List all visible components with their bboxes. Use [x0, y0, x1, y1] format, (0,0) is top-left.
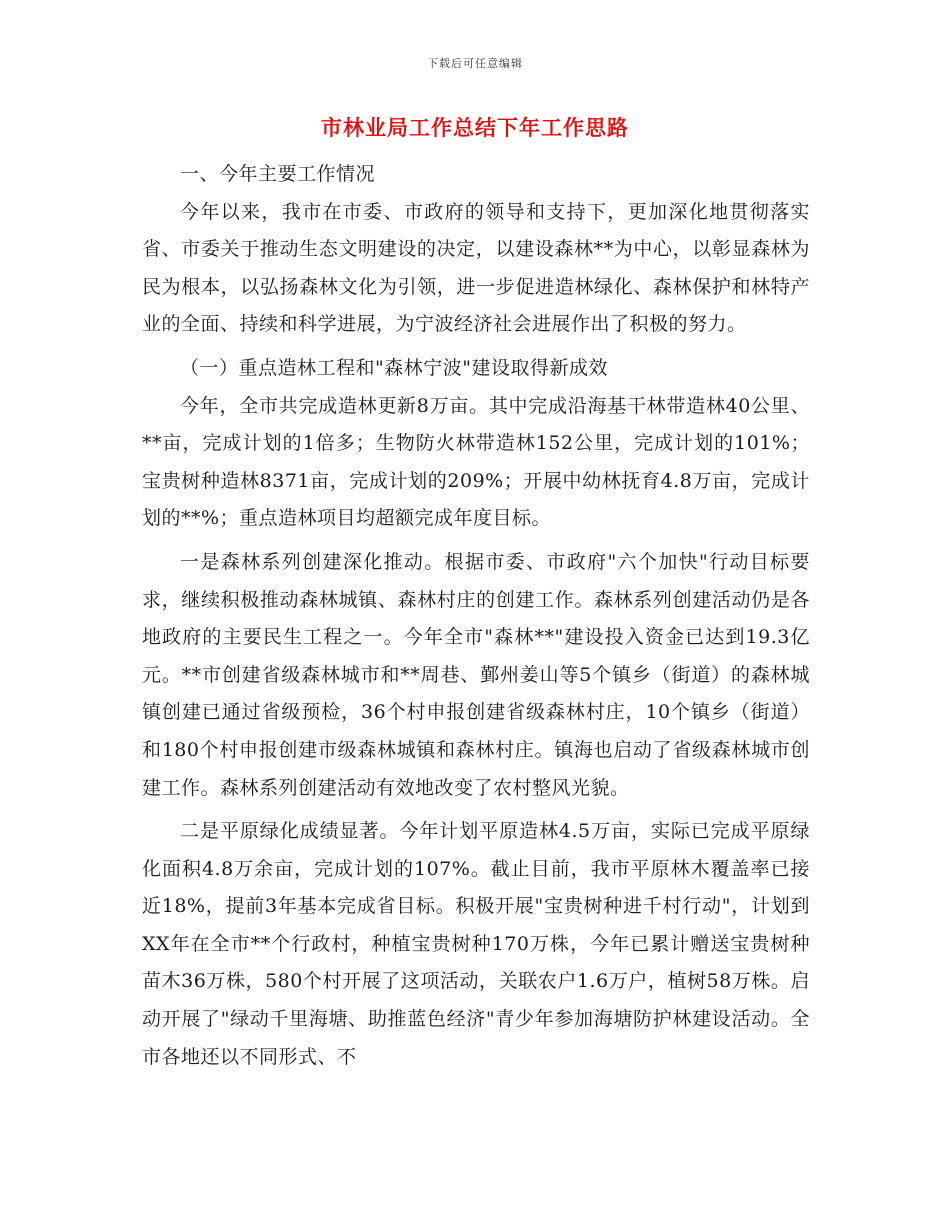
- section-heading: 一、今年主要工作情况: [180, 163, 376, 185]
- body-paragraph: 今年，全市共完成造林更新8万亩。其中完成沿海基干林带造林40公里、**亩，完成计划的1倍多；生物防火林带造林152公里，完成计划的101%；宝贵树种造林8371亩，完成计划的209%；开展中幼林抚育4.8万亩，完成计划的**%；重点造林项目均超额完成年度目标。: [142, 394, 810, 530]
- header-note: 下载后可任意编辑: [427, 57, 523, 70]
- subsection-heading: （一）重点造林工程和"森林宁波"建设取得新成效: [180, 356, 608, 379]
- document-body: [142, 156, 810, 1076]
- body-paragraph: 二是平原绿化成绩显著。今年计划平原造林4.5万亩，实际已完成平原绿化面积4.8万余亩，完成计划的107%。截止目前，我市平原林木覆盖率已接近18%，提前3年基本完成省目标。积极开展"宝贵树种进千村行动"，计划到XX年在全市**个行政村，种植宝贵树种170万株，今年已累计赠送宝贵树种苗木36万株，580个村开展了这项活动，关联农户1.6万户，植树58万株。启动开展了"绿动千里海塘、助推蓝色经济"青少年参加海塘防护林建设活动。全市各地还以不同形式、不: [142, 820, 810, 1068]
- body-paragraph: 今年以来，我市在市委、市政府的领导和支持下，更加深化地贯彻落实省、市委关于推动生态文明建设的决定，以建设森林**为中心，以彰显森林为民为根本，以弘扬森林文化为引领，进一步促进造林绿化、森林保护和林特产业的全面、持续和科学进展，为宁波经济社会进展作出了积极的努力。: [142, 200, 810, 336]
- body-paragraph: 一是森林系列创建深化推动。根据市委、市政府"六个加快"行动目标要求，继续积极推动森林城镇、森林村庄的创建工作。森林系列创建活动仍是各地政府的主要民生工程之一。今年全市"森林**"建设投入资金已达到19.3亿元。**市创建省级森林城市和**周巷、鄞州姜山等5个镇乡（街道）的森林城镇创建已通过省级预检，36个村申报创建省级森林村庄，10个镇乡（街道）和180个村申报创建市级森林城镇和森林村庄。镇海也启动了省级森林城市创建工作。森林系列创建活动有效地改变了农村整风光貌。: [142, 550, 810, 799]
- document-title: 市林业局工作总结下年工作思路: [321, 115, 629, 140]
